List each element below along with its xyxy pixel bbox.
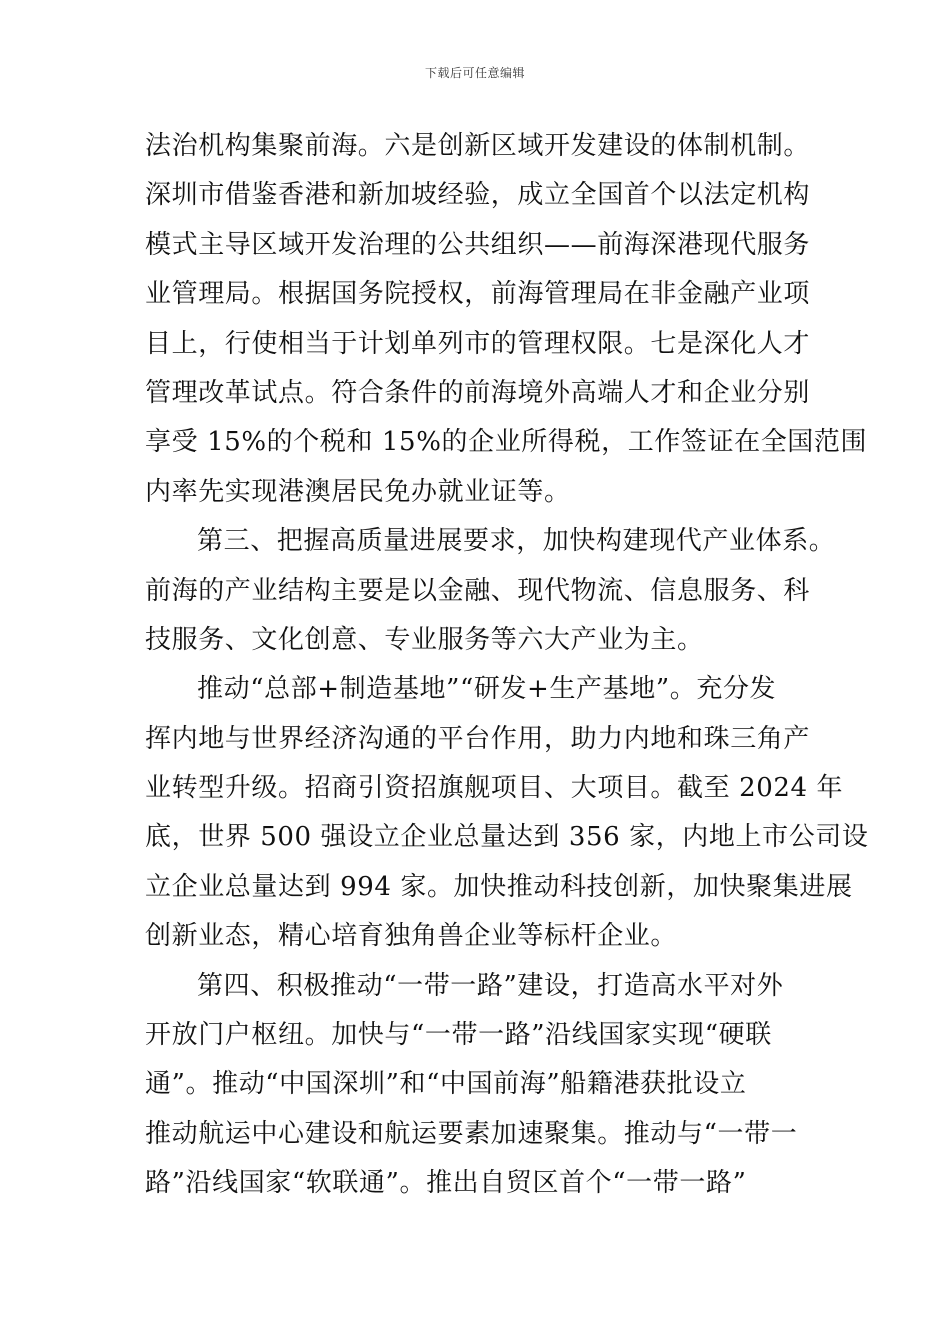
document-body [145,122,869,1209]
body-line: 立企业总量达到 994 家。加快推动科技创新，加快聚集进展 [145,871,853,902]
body-line: 挥内地与世界经济沟通的平台作用，助力内地和珠三角产 [145,723,811,754]
body-line: 底，世界 500 强设立企业总量达到 356 家，内地上市公司设 [145,822,869,853]
body-line: 法治机构集聚前海。六是创新区域开发建设的体制机制。 [145,131,811,161]
body-line: 业管理局。根据国务院授权，前海管理局在非金融产业项 [145,279,811,310]
body-line: 技服务、文化创意、专业服务等六大产业为主。 [145,624,704,655]
body-line: 目上，行使相当于计划单列市的管理权限。七是深化人才 [145,328,811,359]
body-line: 通”。推动“中国深圳”和“中国前海”船籍港获批设立 [145,1069,747,1100]
body-line: 模式主导区域开发治理的公共组织——前海深港现代服务 [145,229,811,260]
body-line: 创新业态，精心培育独角兽企业等标杆企业。 [145,921,678,952]
body-line: 深圳市借鉴香港和新加坡经验，成立全国首个以法定机构 [145,180,811,211]
body-line: 享受 15%的个税和 15%的企业所得税，工作签证在全国范围 [145,427,868,458]
body-line: 前海的产业结构主要是以金融、现代物流、信息服务、科 [145,575,811,606]
paragraph-start-line: 第三、把握高质量进展要求，加快构建现代产业体系。 [197,526,836,557]
body-line: 管理改革试点。符合条件的前海境外高端人才和企业分别 [145,377,811,408]
body-line: 业转型升级。招商引资招旗舰项目、大项目。截至 2024 年 [145,773,844,804]
paragraph-start-line: 推动“总部+制造基地”“研发+生产基地”。充分发 [197,674,777,705]
body-line: 内率先实现港澳居民免办就业证等。 [145,476,571,507]
body-line: 推动航运中心建设和航运要素加速聚集。推动与“一带一 [145,1118,798,1149]
paragraph-start-line: 第四、积极推动“一带一路”建设，打造高水平对外 [197,970,784,1001]
body-line: 开放门户枢纽。加快与“一带一路”沿线国家实现“硬联 [145,1020,772,1051]
page-header: 下载后可任意编辑 [424,66,525,80]
body-line: 路”沿线国家“软联通”。推出自贸区首个“一带一路” [145,1168,747,1199]
